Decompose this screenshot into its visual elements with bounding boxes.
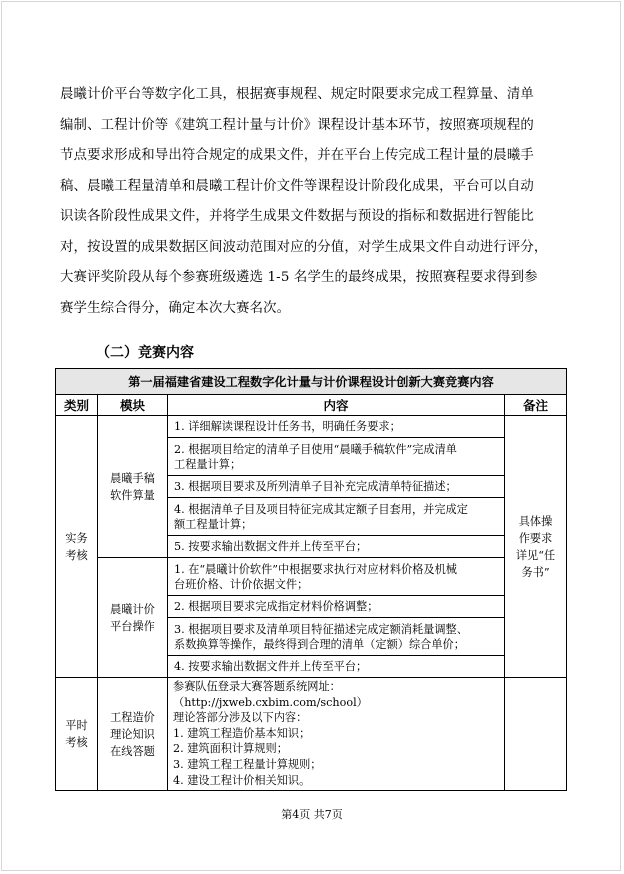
category-routine: 平时 考核 [56,678,98,791]
content-item: 2. 根据项目要求完成指定材料价格调整； [168,596,505,618]
note-practical: 具体操 作要求 详见“任 务书” [505,416,567,678]
header-module: 模块 [98,395,168,416]
table-title: 第一届福建省建设工程数字化计量与计价课程设计创新大赛竞赛内容 [56,369,567,395]
table-row [56,558,567,596]
content-item: 3. 根据项目要求及所列清单子目补充完成清单特征描述； [168,476,505,498]
body-line: 识读各阶段性成果文件，并将学生成果文件数据与预设的指标和数据进行智能比 [60,209,534,224]
table-row [56,678,567,791]
page-footer: 第4页 共7页 [281,808,343,821]
header-content: 内容 [168,395,505,416]
body-line: 对，按设置的成果数据区间波动范围对应的分值，对学生成果文件自动进行评分， [60,239,548,255]
body-line: 晨曦计价平台等数字化工具，根据赛事规程、规定时限要求完成工程算量、清单 [60,87,534,102]
body-line: 稿、晨曦工程量清单和晨曦工程计价文件等课程设计阶段化成果，平台可以自动 [60,178,534,194]
content-item: 5. 按要求输出数据文件并上传至平台； [168,536,505,558]
content-item: 1. 在“晨曦计价软件”中根据要求执行对应材料价格及机械 台班价格、计价依据文件； [168,558,505,596]
header-note: 备注 [505,395,567,416]
content-item: 4. 按要求输出数据文件并上传至平台； [168,656,505,678]
content-item: 1. 详细解读课程设计任务书，明确任务要求； [168,416,505,438]
body-line: 节点要求形成和导出符合规定的成果文件，并在平台上传完成工程计量的晨曦手 [60,148,534,163]
body-line: 赛学生综合得分，确定本次大赛名次。 [60,300,291,316]
note-routine [505,678,567,791]
category-practical: 实务 考核 [56,416,98,678]
table-row [56,416,567,438]
contest-content-table [55,368,567,791]
section-heading: （二）竞赛内容 [96,345,194,361]
content-item: 4. 根据清单子目及项目特征完成其定额子目套用，并完成定 额工程量计算； [168,498,505,536]
content-item: 3. 根据项目要求及清单项目特征描述完成定额消耗量调整、 系数换算等操作，最终得到合理的清单（定额）综合单价； [168,618,505,656]
module-online-quiz: 工程造价 理论知识 在线答题 [98,678,168,791]
body-line: 编制、工程计价等《建筑工程计量与计价》课程设计基本环节，按照赛项规程的 [60,117,534,133]
module-pricing: 晨曦计价 平台操作 [98,558,168,678]
table-header-row [56,395,567,416]
body-line: 大赛评奖阶段从每个参赛班级遴选 1-5 名学生的最终成果，按照赛程要求得到参 [60,270,538,285]
content-online: 参赛队伍登录大赛答题系统网址： （http://jxweb.cxbim.com/school） 理论答部分涉及以下内容： 1. 建筑工程造价基本知识； 2. 建筑面积计算规则； 3. 建筑工程工程量计算规则； 4. 建设工程计价相关知识。 [168,678,505,791]
module-handdraft: 晨曦手稿 软件算量 [98,416,168,558]
header-category: 类别 [56,395,98,416]
content-item: 2. 根据项目给定的清单子目使用“晨曦手稿软件”完成清单 工程量计算； [168,438,505,476]
body-paragraph [60,80,570,324]
